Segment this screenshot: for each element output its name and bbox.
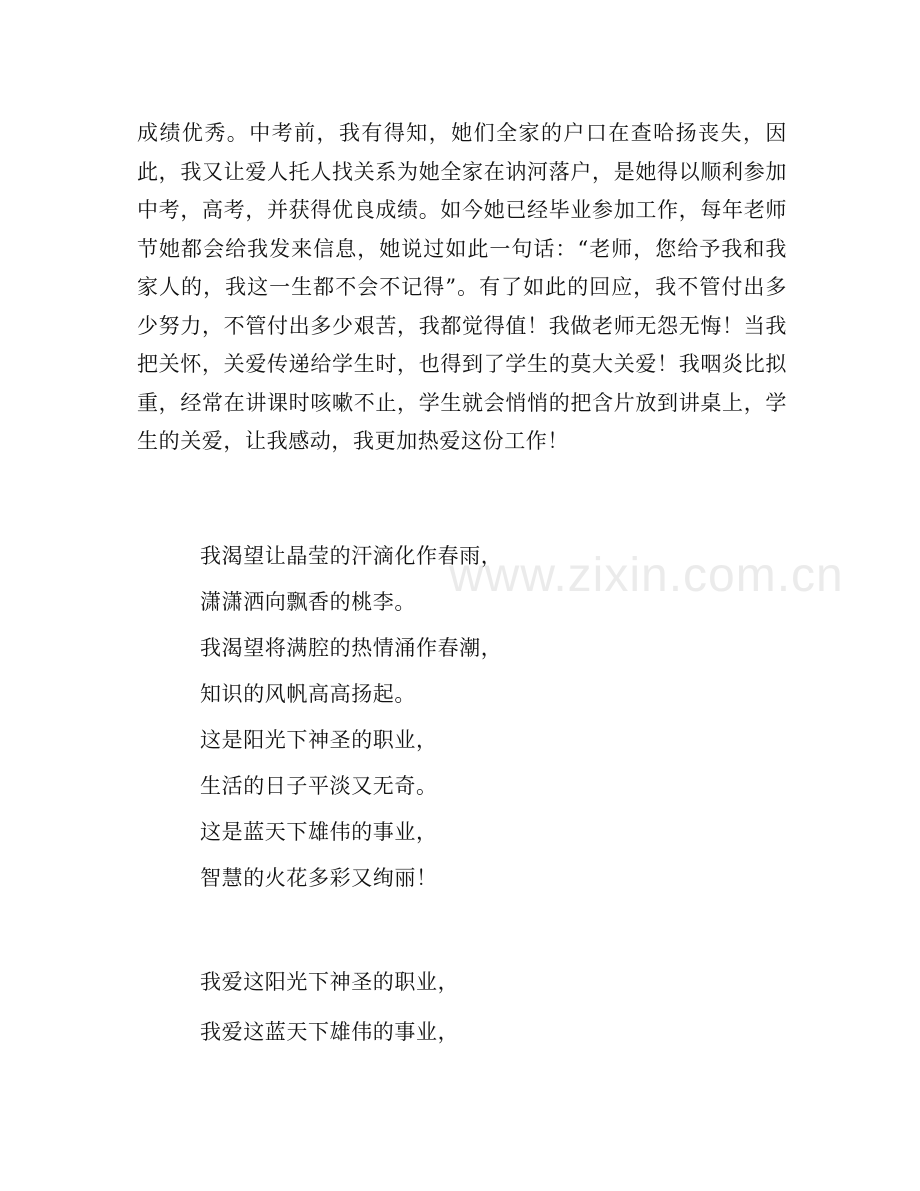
poem-line: 生活的日子平淡又无奇。 (200, 774, 438, 798)
poem-stanza-1 (200, 533, 800, 901)
watermark: www.zixin.com.cn (449, 549, 844, 602)
poem-line: 我爱这阳光下神圣的职业， (200, 970, 460, 994)
poem-line: 智慧的火花多彩又绚丽！ (200, 866, 438, 890)
poem-line: 我渴望让晶莹的汗滴化作春雨， (200, 544, 503, 568)
poem-line: 我渴望将满腔的热情涌作春潮， (200, 636, 503, 660)
poem-line: 这是阳光下神圣的职业， (200, 728, 438, 752)
poem-line: 这是蓝天下雄伟的事业， (200, 820, 438, 844)
paragraph-text: 成绩优秀。中考前，我有得知，她们全家的户口在查哈扬丧失，因此，我又让爱人托人找关系为她全家在讷河落户，是她得以顺利参加中考，高考，并获得优良成绩。如今她已经毕业参加工作，每年老师节她都会给我发来信息，她说过如此一句话：“老师，您给予我和我家人的，我这一生都不会不记得”。有了如此的回应，我不管付出多少努力，不管付出多少艰苦，我都觉得值！我做老师无怨无悔！当我把关怀，关爱传递给学生时，也得到了学生的莫大关爱！我咽炎比拟重，经常在讲课时咳嗽不止，学生就会悄悄的把含片放到讲桌上，学生的关爱，让我感动，我更加热爱这份工作！ (137, 121, 787, 453)
poem-line: 知识的风帆高高扬起。 (200, 682, 416, 706)
poem-stanza-2 (200, 957, 800, 1057)
poem-line: 潇潇洒向飘香的桃李。 (200, 590, 416, 614)
poem-line: 我爱这蓝天下雄伟的事业， (200, 1020, 460, 1044)
body-paragraph (137, 114, 787, 461)
